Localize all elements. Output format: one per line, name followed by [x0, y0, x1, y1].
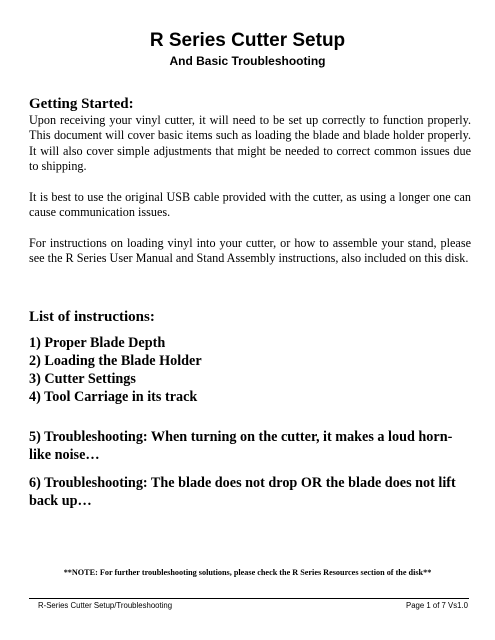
- instructions-list: [29, 334, 202, 406]
- intro-paragraph: Upon receiving your vinyl cutter, it will need to be set up correctly to function properly. This document will cover basic items such as loading the blade and blade holder properly. It will also cover simple adjustments that might be needed to correct common issues due to shipping.: [29, 113, 471, 173]
- vinyl-instructions-paragraph: For instructions on loading vinyl into your cutter, or how to assemble your stand, please see the R Series User Manual and Stand Assembly instructions, also included on this disk.: [29, 236, 471, 266]
- footer-document-name: R-Series Cutter Setup/Troubleshooting: [38, 601, 173, 610]
- footer-page-number: Page 1 of 7 Vs1.0: [406, 601, 468, 610]
- list-item: 2) Loading the Blade Holder: [29, 353, 202, 369]
- document-title: R Series Cutter Setup: [149, 30, 346, 51]
- usb-cable-paragraph: It is best to use the original USB cable provided with the cutter, as using a longer one can cause communication issues.: [29, 190, 471, 220]
- list-item: 4) Tool Carriage in its track: [29, 389, 198, 405]
- troubleshooting-note: **NOTE: For further troubleshooting solutions, please check the R Series Resources section of the disk**: [63, 568, 432, 577]
- list-item: 1) Proper Blade Depth: [29, 335, 166, 351]
- getting-started-heading: Getting Started:: [29, 96, 134, 112]
- list-item: 3) Cutter Settings: [29, 371, 136, 387]
- document-subtitle: And Basic Troubleshooting: [169, 54, 326, 68]
- instructions-heading: List of instructions:: [29, 309, 155, 325]
- footer-divider: [29, 598, 469, 599]
- troubleshooting-item-horn-noise: 5) Troubleshooting: When turning on the cutter, it makes a loud horn-like noise…: [29, 429, 453, 463]
- troubleshooting-item-blade-drop: 6) Troubleshooting: The blade does not drop OR the blade does not lift back up…: [29, 475, 456, 509]
